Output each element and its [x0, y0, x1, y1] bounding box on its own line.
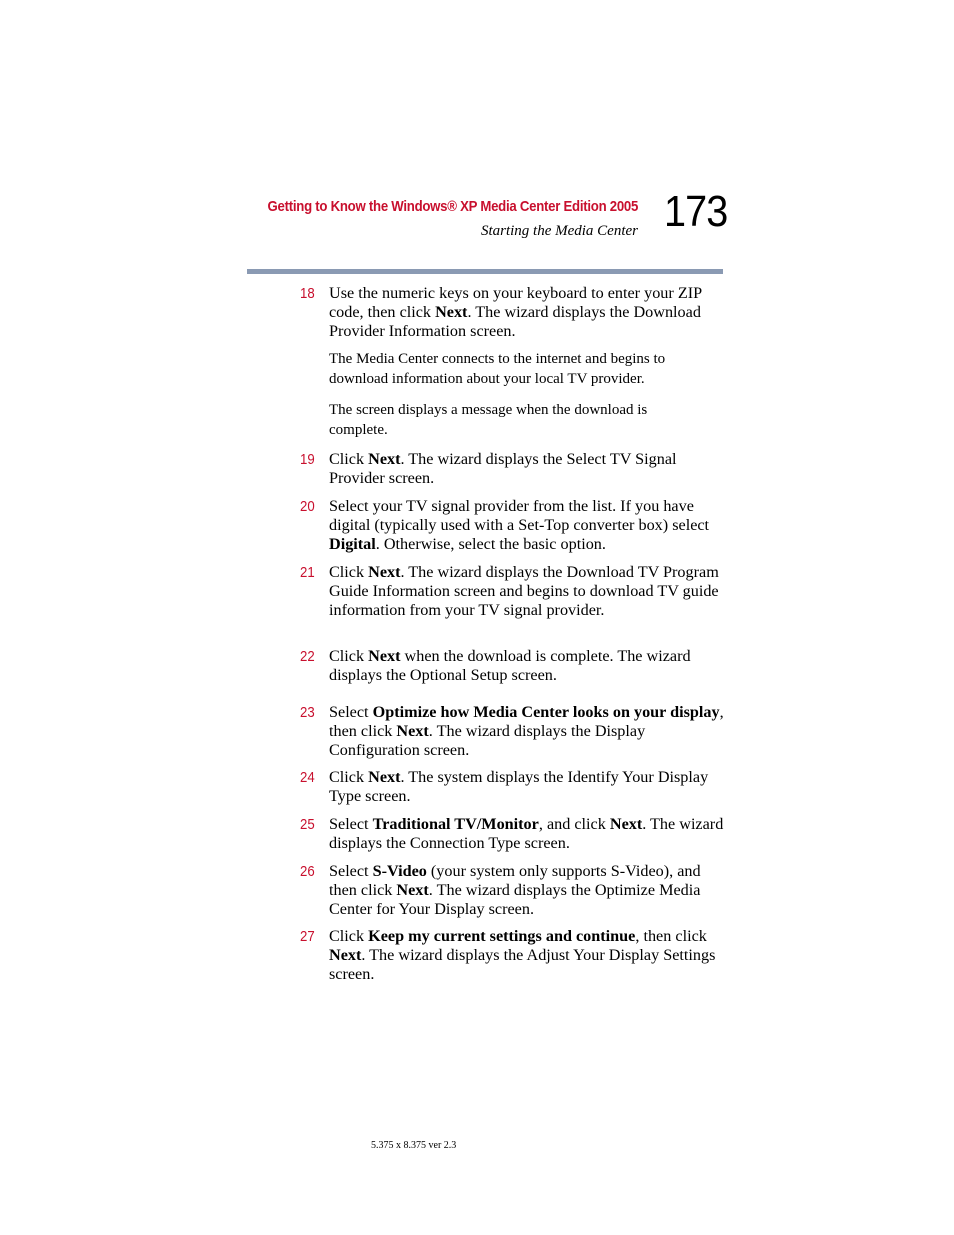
step-number: 22	[300, 648, 315, 665]
step-text-run: Select your TV signal provider from the list. If you have digital (typically used with a Set-Top converter box) select	[329, 497, 710, 534]
note-paragraph: The screen displays a message when the download is complete.	[329, 402, 648, 438]
step-text-bold: S-Video	[372, 862, 427, 880]
step-text-run: Click	[329, 450, 369, 468]
step-text	[329, 284, 725, 341]
step-text-run: . The wizard displays the Adjust Your Display Settings screen.	[329, 946, 716, 983]
step-text-bold: Optimize how Media Center looks on your display	[372, 703, 720, 721]
step-text-bold: Next	[396, 881, 429, 899]
step-item	[300, 815, 725, 853]
step-text-run: , then click	[329, 703, 724, 740]
step-text-bold: Next	[368, 647, 401, 665]
step-text-run: Select	[329, 703, 373, 721]
step-item	[300, 927, 725, 984]
step-text-run: Select	[329, 815, 373, 833]
header-rule	[247, 269, 723, 274]
step-text-run: . The wizard displays the Optimize Media Center for Your Display screen.	[329, 881, 701, 918]
step-text-run: . The wizard displays the Select TV Signal Provider screen.	[329, 450, 677, 487]
step-text-run: Click	[329, 927, 369, 945]
step-text	[329, 497, 725, 554]
step-number: 20	[300, 498, 315, 515]
step-item	[300, 768, 725, 806]
step-item	[300, 862, 725, 919]
step-text-run: Use the numeric keys on your keyboard to enter your ZIP code, then click	[329, 284, 702, 321]
page-number: 173	[664, 187, 728, 236]
step-text-run: . The wizard displays the Connection Type screen.	[329, 815, 724, 852]
step-text-run: . The system displays the Identify Your Display Type screen.	[329, 768, 709, 805]
step-text-bold: Next	[396, 722, 429, 740]
step-item	[300, 284, 725, 341]
step-text-run: , then click	[635, 927, 707, 945]
step-number: 19	[300, 451, 315, 468]
footer-version: 5.375 x 8.375 ver 2.3	[371, 1140, 457, 1151]
step-text-run: Click	[329, 563, 369, 581]
step-text-bold: Next	[609, 815, 643, 833]
step-number: 26	[300, 863, 315, 880]
step-number: 18	[300, 285, 315, 302]
step-text	[329, 815, 725, 853]
step-text-bold: Next	[368, 450, 401, 468]
step-text	[329, 927, 725, 984]
step-text-bold: Next	[329, 946, 362, 964]
step-text	[329, 647, 725, 685]
step-number: 24	[300, 769, 315, 786]
step-text-bold: Traditional TV/Monitor	[372, 815, 539, 833]
step-text-run: Select	[329, 862, 373, 880]
note-paragraph: The Media Center connects to the internet and begins to download information about your local TV provider.	[329, 351, 666, 387]
step-number: 25	[300, 816, 315, 833]
step-text-run: . The wizard displays the Download TV Program Guide Information screen and begins to download TV guide information from your TV signal provider.	[329, 563, 719, 619]
step-number: 23	[300, 704, 315, 721]
step-item	[300, 703, 725, 760]
step-text-bold: Next	[435, 303, 468, 321]
section-title: Starting the Media Center	[480, 223, 638, 239]
step-text-run: Click	[329, 647, 369, 665]
step-text-run: . The wizard displays the Download Provider Information screen.	[329, 303, 701, 340]
step-number: 21	[300, 564, 315, 581]
step-item	[300, 450, 725, 488]
step-text-run: . The wizard displays the Display Configuration screen.	[329, 722, 646, 759]
step-text	[329, 768, 725, 806]
step-text	[329, 563, 725, 620]
step-text-bold: Next	[368, 768, 401, 786]
step-item	[300, 647, 725, 685]
step-text-bold: Digital	[329, 535, 376, 553]
step-text-run: . Otherwise, select the basic option.	[375, 535, 606, 553]
step-text-run: (your system only supports S-Video), and then click	[329, 862, 701, 899]
step-text-bold: Keep my current settings and continue	[368, 927, 636, 945]
step-item	[300, 497, 725, 554]
step-text	[329, 450, 725, 488]
step-text	[329, 703, 725, 760]
step-text-bold: Next	[368, 563, 401, 581]
step-text-run: Click	[329, 768, 369, 786]
step-text-run: when the download is complete. The wizard displays the Optional Setup screen.	[329, 647, 691, 684]
step-text-run: , and click	[538, 815, 610, 833]
step-text	[329, 862, 725, 919]
step-item	[300, 563, 725, 620]
chapter-title: Getting to Know the Windows® XP Media Center Edition 2005	[267, 198, 638, 215]
step-number: 27	[300, 928, 315, 945]
